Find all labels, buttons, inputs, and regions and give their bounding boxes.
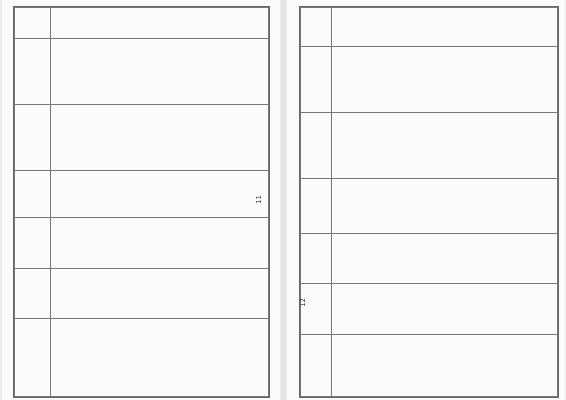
table-cell bbox=[15, 319, 51, 397]
table-cell bbox=[301, 179, 332, 233]
table-cell bbox=[331, 179, 557, 233]
table-cell bbox=[331, 233, 557, 284]
table-cell bbox=[50, 8, 268, 39]
table-cell bbox=[331, 284, 557, 335]
table-cell bbox=[15, 218, 51, 269]
table-grid bbox=[14, 7, 269, 397]
table-cell bbox=[50, 218, 268, 269]
page-gutter bbox=[281, 0, 286, 400]
table-cell bbox=[50, 319, 268, 397]
table-cell bbox=[331, 46, 557, 112]
table-cell bbox=[15, 105, 51, 171]
table-cell bbox=[50, 39, 268, 105]
table-cell bbox=[50, 268, 268, 319]
table-cell bbox=[15, 8, 51, 39]
table-grid bbox=[300, 7, 558, 397]
page-number: 11 bbox=[255, 195, 263, 204]
table-cell bbox=[301, 8, 332, 47]
table-cell bbox=[50, 105, 268, 171]
table-cell bbox=[15, 39, 51, 105]
table-cell bbox=[15, 171, 51, 218]
table-cell bbox=[15, 268, 51, 319]
document-page-left bbox=[2, 0, 280, 400]
rotated-table-left bbox=[13, 6, 270, 398]
table-cell bbox=[331, 334, 557, 396]
table-cell bbox=[50, 171, 268, 218]
document-page-right bbox=[287, 0, 565, 400]
rotated-table-right bbox=[299, 6, 559, 398]
table-cell bbox=[301, 233, 332, 284]
table-cell bbox=[301, 284, 332, 335]
table-cell bbox=[301, 113, 332, 179]
table-cell bbox=[331, 113, 557, 179]
page-number: 12 bbox=[299, 298, 307, 307]
table-cell bbox=[301, 334, 332, 396]
table-cell bbox=[331, 8, 557, 47]
table-cell bbox=[301, 46, 332, 112]
